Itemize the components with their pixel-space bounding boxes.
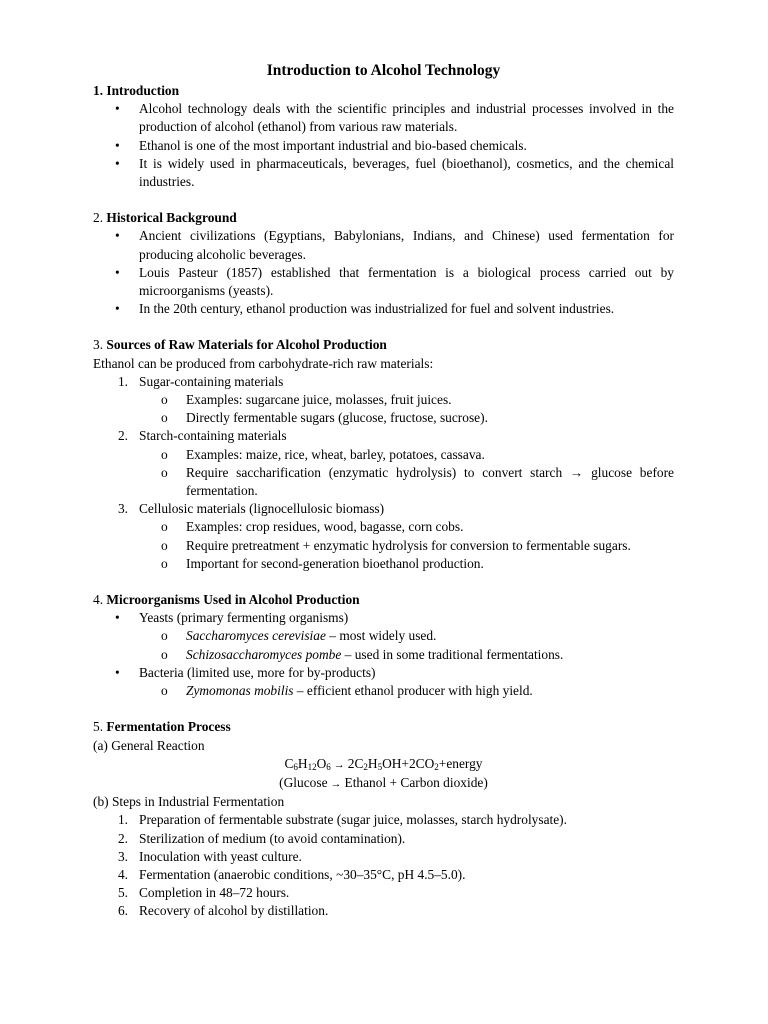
sub-list-item: o Saccharomyces cerevisiae – most widely used. — [93, 627, 674, 645]
arrow-right-icon: → — [333, 758, 345, 771]
list-item: 5. Completion in 48–72 hours. — [117, 885, 290, 901]
circle-bullet-icon: o — [161, 446, 168, 462]
list-item: 1. Sugar-containing materials o Examples: sugarcane juice, molasses, fruit juices. o Directly fermentable sugars (glucose, fructose, sucrose). — [93, 373, 674, 428]
circle-bullet-icon: o — [161, 464, 168, 480]
sub-list-item: o Important for second-generation bioethanol production. — [93, 555, 674, 573]
circle-bullet-icon: o — [161, 646, 168, 662]
steps-label: (b) Steps in Industrial Fermentation — [93, 794, 285, 810]
sub-list-item: o Schizosaccharomyces pombe – used in some traditional fermentations. — [93, 646, 674, 664]
list-item: 6. Recovery of alcohol by distillation. — [117, 903, 329, 919]
list-item: • Yeasts (primary fermenting organisms) o Saccharomyces cerevisiae – most widely used. o Schizosaccharomyces pombe – used in some traditional fermentations. — [93, 609, 674, 664]
list-item: • Louis Pasteur (1857) established that fermentation is a biological process carried out by microorganisms (yeasts). — [115, 264, 674, 299]
section-5-heading: 5. Fermentation Process — [93, 719, 231, 735]
document-page — [93, 61, 674, 921]
sub-list-item: o Require pretreatment + enzymatic hydrolysis for conversion to fermentable sugars. — [93, 537, 674, 555]
sub-list-item: o Directly fermentable sugars (glucose, fructose, sucrose). — [93, 409, 674, 427]
list-item: 1. Preparation of fermentable substrate (sugar juice, molasses, starch hydrolysate). — [117, 812, 567, 828]
list-item: 3. Inoculation with yeast culture. — [117, 848, 302, 864]
raw-materials-list — [93, 373, 674, 573]
list-item: • Ethanol is one of the most important industrial and bio-based chemicals. — [93, 137, 674, 155]
bullet-icon: • — [115, 264, 120, 280]
microorganisms-list — [93, 609, 674, 700]
arrow-right-icon: → — [330, 777, 342, 790]
sub-list-item: o Zymomonas mobilis – efficient ethanol producer with high yield. — [93, 682, 674, 700]
list-item: 2. Sterilization of medium (to avoid contamination). — [117, 830, 406, 846]
bullet-icon: • — [115, 137, 120, 153]
equation-words: (Glucose → Ethanol + Carbon dioxide) — [93, 774, 674, 793]
circle-bullet-icon: o — [161, 519, 168, 535]
bullet-icon: • — [115, 664, 120, 680]
circle-bullet-icon: o — [161, 555, 168, 571]
section-2-list — [93, 227, 674, 318]
circle-bullet-icon: o — [161, 410, 168, 426]
section-1-list — [93, 100, 674, 191]
bullet-icon: • — [115, 301, 120, 317]
list-item: • Bacteria (limited use, more for by-products) o Zymomonas mobilis – efficient ethanol producer with high yield. — [93, 664, 674, 700]
circle-bullet-icon: o — [161, 537, 168, 553]
circle-bullet-icon: o — [161, 628, 168, 644]
section-2-heading: 2. Historical Background — [93, 210, 237, 226]
chemical-equation: $C_6H_{12}O_6$ → $2C_2H_5OH+2CO_2+energy$ — [93, 755, 674, 774]
bullet-icon: • — [115, 155, 120, 171]
list-item: 2. Starch-containing materials o Examples: maize, rice, wheat, barley, potatoes, cassava. o Require saccharification (enzymatic hydrolysis) to convert starch → glucose before fermentation. — [93, 427, 674, 500]
circle-bullet-icon: o — [161, 392, 168, 408]
list-item: • In the 20th century, ethanol production was industrialized for fuel and solvent industries. — [93, 300, 674, 318]
sub-list-item: o Examples: crop residues, wood, bagasse, corn cobs. — [93, 518, 674, 536]
section-3-intro: Ethanol can be produced from carbohydrate-rich raw materials: — [93, 355, 434, 371]
list-item: • Ancient civilizations (Egyptians, Babylonians, Indians, and Chinese) used fermentation for producing alcoholic beverages. — [115, 228, 674, 262]
sub-list-item: o Examples: maize, rice, wheat, barley, potatoes, cassava. — [93, 446, 674, 464]
section-1-heading: 1. Introduction — [93, 83, 180, 98]
fermentation-steps-list — [93, 811, 674, 920]
document-title: Introduction to Alcohol Technology — [266, 62, 501, 79]
section-3-heading: 3. Sources of Raw Materials for Alcohol Production — [93, 337, 387, 353]
bullet-icon: • — [115, 228, 120, 244]
sub-list-item: o Require saccharification (enzymatic hydrolysis) to convert starch → glucose before fermentation. — [161, 464, 674, 499]
list-item: 4. Fermentation (anaerobic conditions, ~30–35°C, pH 4.5–5.0). — [117, 866, 466, 882]
circle-bullet-icon: o — [161, 683, 168, 699]
general-reaction-label: (a) General Reaction — [93, 737, 205, 753]
section-4-heading: 4. Microorganisms Used in Alcohol Production — [93, 592, 360, 608]
list-item: • It is widely used in pharmaceuticals, beverages, fuel (bioethanol), cosmetics, and the chemical industries. — [115, 155, 674, 190]
list-item: • Alcohol technology deals with the scientific principles and industrial processes involved in the production of alcohol (ethanol) from various raw materials. — [115, 101, 674, 135]
bullet-icon: • — [115, 101, 120, 117]
bullet-icon: • — [115, 610, 120, 626]
list-item: 3. Cellulosic materials (lignocellulosic biomass) o Examples: crop residues, wood, bagasse, corn cobs. o Require pretreatment + enzymatic hydrolysis for conversion to fermentable sugars. o Important for second-generation bioethanol production. — [93, 500, 674, 573]
sub-list-item: o Examples: sugarcane juice, molasses, fruit juices. — [93, 391, 674, 409]
